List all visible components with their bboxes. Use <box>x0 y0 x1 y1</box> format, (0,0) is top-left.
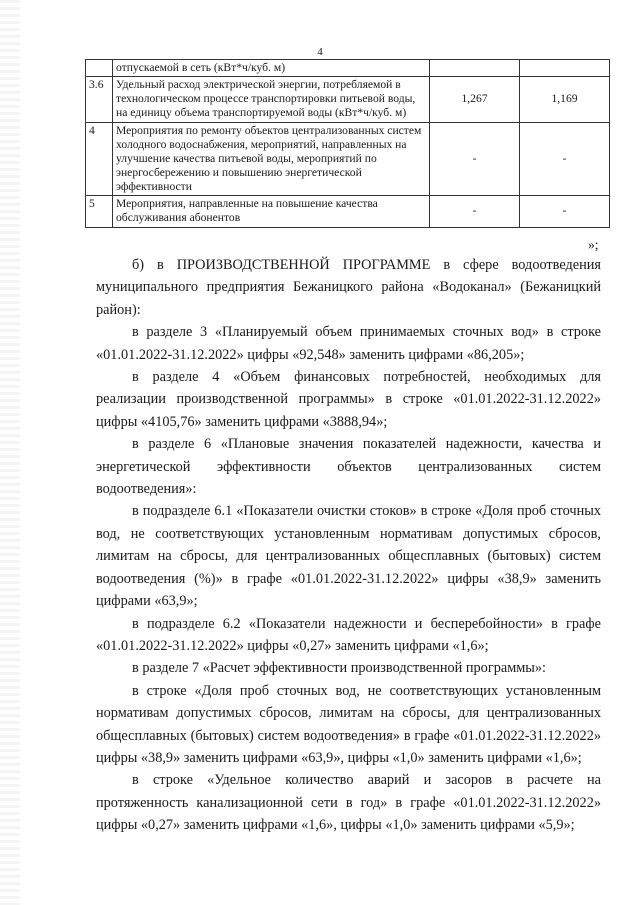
row-value-2022: 1,169 <box>520 77 610 122</box>
row-value-2021: 1,267 <box>430 77 520 122</box>
table-row <box>86 77 610 122</box>
row-value-2022: - <box>520 196 610 227</box>
row-number <box>86 60 113 77</box>
paragraph-subsection-6-1: в подразделе 6.1 «Показатели очистки стоков» в строке «Доля проб сточных вод, не соответствующих установленным нормативам допустимых сбросов, лимитам на сбросы, для централизованных общесплавных (бытовых) систем водоотведения (%)» в графе «01.01.2022-31.12.2022» цифры «38,9» заменить цифрами «63,9»; <box>96 503 601 610</box>
paragraph-row-samples: в строке «Доля проб сточных вод, не соответствующих установленным нормативам допустимых сбросов, лимитам на сбросы, для централизованных общесплавных (бытовых) систем водоотведения» в графе «01.01.2022-31.12.2022» цифры «38,9» заменить цифрами «63,9», цифры «1,0» заменить цифрами «1,6»; <box>96 682 601 766</box>
row-description: Удельный расход электрической энергии, потребляемой в технологическом процессе транспортировки питьевой воды, на единицу объема транспортируемой воды (кВт*ч/куб. м) <box>113 77 430 122</box>
paragraph-subsection-6-2: в подразделе 6.2 «Показатели надежности и бесперебойности» в графе «01.01.2022-31.12.2022» цифры «0,27» заменить цифрами «1,6»; <box>96 615 601 654</box>
paragraph-section-3: в разделе 3 «Планируемый объем принимаемых сточных вод» в строке «01.01.2022-31.12.2022» цифры «92,548» заменить цифрами «86,205»; <box>96 324 601 363</box>
paragraph-production-program: б) в ПРОИЗВОДСТВЕННОЙ ПРОГРАММЕ в сфере водоотведения муниципального предприятия Бежаницкого района «Водоканал» (Бежаницкий район): <box>96 257 601 318</box>
table-row <box>86 122 610 196</box>
table-closing-quote: »; <box>588 237 599 252</box>
paragraph-section-7: в разделе 7 «Расчет эффективности производственной программы»: <box>132 660 547 677</box>
row-value-2021: - <box>430 122 520 196</box>
row-number: 5 <box>86 196 113 227</box>
page-number: 4 <box>317 46 323 58</box>
row-description: отпускаемой в сеть (кВт*ч/куб. м) <box>113 60 430 77</box>
paragraph-section-6: в разделе 6 «Плановые значения показателей надежности, качества и энергетической эффективности объектов централизованных систем водоотведения»: <box>96 436 601 498</box>
paragraph-row-accidents: в строке «Удельное количество аварий и засоров в расчете на протяженность канализационной сети в год» в графе «01.01.2022-31.12.2022» цифры «0,27» заменить цифрами «1,6», цифры «1,0» заменить цифрами «5,9»; <box>96 772 601 834</box>
row-value-2021 <box>430 60 520 77</box>
table-row <box>86 60 610 77</box>
table-row <box>86 196 610 227</box>
document-body <box>96 254 601 837</box>
row-number: 4 <box>86 122 113 196</box>
row-description: Мероприятия, направленные на повышение качества обслуживания абонентов <box>113 196 430 227</box>
row-description: Мероприятия по ремонту объектов централизованных систем холодного водоснабжения, мероприятий, направленных на улучшение качества питьевой воды, мероприятий по энергосбережению и повышению энергетической эффективности <box>113 122 430 196</box>
row-value-2021: - <box>430 196 520 227</box>
row-value-2022: - <box>520 122 610 196</box>
scan-edge <box>0 0 20 905</box>
row-number: 3.6 <box>86 77 113 122</box>
continuation-table <box>85 59 610 228</box>
paragraph-section-4: в разделе 4 «Объем финансовых потребностей, необходимых для реализации производственной программы» в строке «01.01.2022-31.12.2022» цифры «4105,76» заменить цифрами «3888,94»; <box>96 369 601 430</box>
row-value-2022 <box>520 60 610 77</box>
